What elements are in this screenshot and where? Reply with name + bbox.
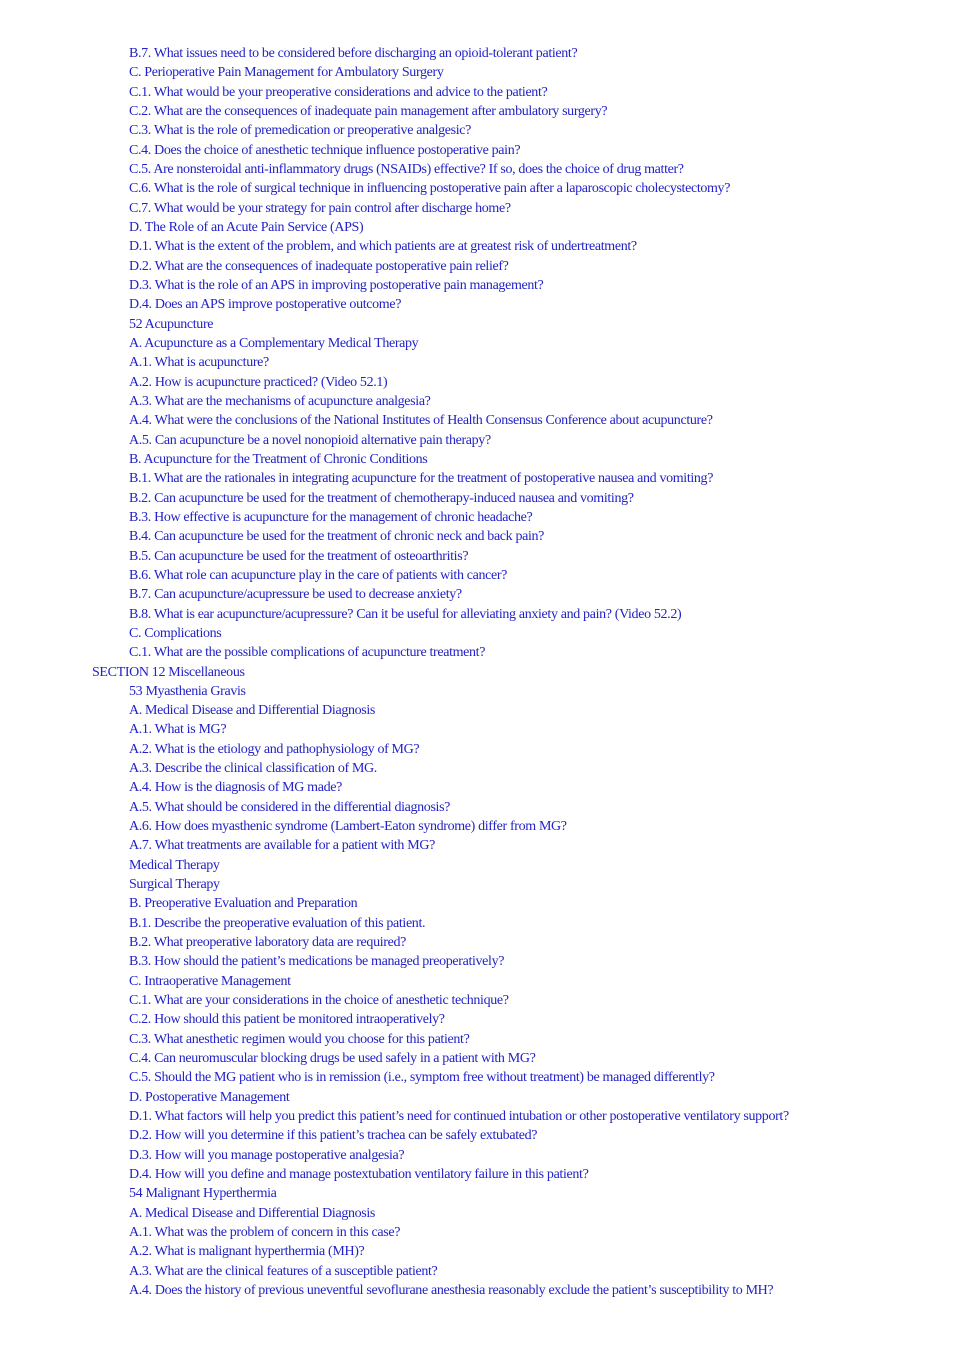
table-of-contents <box>0 44 953 1300</box>
toc-entry-link[interactable]: C.2. What are the consequences of inadequate pain management after ambulatory surgery? <box>129 103 608 119</box>
toc-entry-link[interactable]: D. Postoperative Management <box>129 1089 290 1105</box>
toc-entry-link[interactable]: C.5. Are nonsteroidal anti-inflammatory drugs (NSAIDs) effective? If so, does the choice of drug matter? <box>129 161 684 177</box>
toc-entry-link[interactable]: A. Acupuncture as a Complementary Medical Therapy <box>129 335 419 351</box>
toc-entry-link[interactable]: A. Medical Disease and Differential Diagnosis <box>129 1205 376 1221</box>
toc-entry-link[interactable]: A.1. What is acupuncture? <box>129 355 269 371</box>
toc-entry-link[interactable]: D.1. What factors will help you predict this patient’s need for continued intubation or other postoperative ventilatory support? <box>129 1109 789 1125</box>
toc-entry-link[interactable]: D.2. What are the consequences of inadequate postoperative pain relief? <box>129 258 509 274</box>
toc-entry-link[interactable]: A.2. What is malignant hyperthermia (MH)? <box>129 1244 365 1260</box>
toc-entry-link[interactable]: C. Complications <box>129 625 222 641</box>
toc-entry-link[interactable]: C.1. What would be your preoperative considerations and advice to the patient? <box>129 84 548 100</box>
toc-entry-link[interactable]: B.1. What are the rationales in integrating acupuncture for the treatment of postoperative nausea and vomiting? <box>129 471 714 487</box>
toc-entry-link[interactable]: A.6. How does myasthenic syndrome (Lambert-Eaton syndrome) differ from MG? <box>129 819 567 835</box>
toc-entry-link[interactable]: D.2. How will you determine if this patient’s trachea can be safely extubated? <box>129 1128 538 1144</box>
toc-entry-link[interactable]: B.7. Can acupuncture/acupressure be used to decrease anxiety? <box>129 587 462 603</box>
toc-entry-link[interactable]: B.3. How effective is acupuncture for the management of chronic headache? <box>129 509 533 525</box>
toc-entry-link[interactable]: C.7. What would be your strategy for pain control after discharge home? <box>129 200 511 216</box>
toc-entry-link[interactable]: B.2. What preoperative laboratory data are required? <box>129 935 406 951</box>
toc-entry-link[interactable]: A.4. Does the history of previous uneventful sevoflurane anesthesia reasonably exclude the patient’s susceptibility to MH? <box>129 1283 774 1298</box>
toc-entry-link[interactable]: A.1. What is MG? <box>129 722 227 738</box>
toc-entry-link[interactable]: D.4. How will you define and manage postextubation ventilatory failure in this patient? <box>129 1167 589 1183</box>
toc-entry-link[interactable]: C.3. What anesthetic regimen would you choose for this patient? <box>129 1031 470 1047</box>
toc-entry-link[interactable]: B.3. How should the patient’s medications be managed preoperatively? <box>129 954 505 970</box>
toc-entry-link[interactable]: A.1. What was the problem of concern in this case? <box>129 1225 401 1241</box>
toc-entry-link[interactable]: B.7. What issues need to be considered before discharging an opioid-tolerant patient? <box>129 46 578 61</box>
toc-entry-link[interactable]: C.1. What are your considerations in the choice of anesthetic technique? <box>129 993 509 1009</box>
toc-entry-link[interactable]: A.3. Describe the clinical classification of MG. <box>129 761 377 777</box>
toc-entry-link[interactable]: B. Preoperative Evaluation and Preparation <box>129 896 358 912</box>
toc-entry-link[interactable]: D.4. Does an APS improve postoperative outcome? <box>129 297 402 313</box>
toc-entry-link[interactable]: Medical Therapy <box>129 857 220 873</box>
toc-entry-link[interactable]: D.3. How will you manage postoperative analgesia? <box>129 1147 405 1163</box>
toc-entry-link[interactable]: Surgical Therapy <box>129 877 220 893</box>
toc-entry-link[interactable]: B.4. Can acupuncture be used for the treatment of chronic neck and back pain? <box>129 529 545 545</box>
toc-entry-link[interactable]: A.2. How is acupuncture practiced? (Video 52.1) <box>129 374 388 390</box>
toc-section-link[interactable]: SECTION 12 Miscellaneous <box>92 664 245 680</box>
toc-entry-link[interactable]: A.4. What were the conclusions of the National Institutes of Health Consensus Conference about acupuncture? <box>129 413 713 429</box>
toc-entry-link[interactable]: 54 Malignant Hyperthermia <box>129 1186 277 1202</box>
toc-entry-link[interactable]: B.2. Can acupuncture be used for the treatment of chemotherapy-induced nausea and vomiting? <box>129 490 634 506</box>
toc-entry-link[interactable]: B.6. What role can acupuncture play in the care of patients with cancer? <box>129 567 508 583</box>
toc-entry-link[interactable]: C.5. Should the MG patient who is in remission (i.e., symptom free without treatment) be managed differently? <box>129 1070 715 1086</box>
toc-entry-link[interactable]: 52 Acupuncture <box>129 316 214 332</box>
toc-entry-link[interactable]: D.1. What is the extent of the problem, and which patients are at greatest risk of undertreatment? <box>129 239 637 255</box>
toc-entry-link[interactable]: C.4. Can neuromuscular blocking drugs be used safely in a patient with MG? <box>129 1051 536 1067</box>
toc-entry-link[interactable]: A.2. What is the etiology and pathophysiology of MG? <box>129 741 420 757</box>
toc-entry-link[interactable]: C.4. Does the choice of anesthetic technique influence postoperative pain? <box>129 142 521 158</box>
toc-entry-link[interactable]: C.2. How should this patient be monitored intraoperatively? <box>129 1012 445 1028</box>
toc-entry-link[interactable]: D.3. What is the role of an APS in improving postoperative pain management? <box>129 277 544 293</box>
toc-entry-link[interactable]: C.1. What are the possible complications of acupuncture treatment? <box>129 645 486 661</box>
toc-entry-link[interactable]: A.3. What are the clinical features of a susceptible patient? <box>129 1263 438 1279</box>
toc-entry-link[interactable]: B.8. What is ear acupuncture/acupressure? Can it be useful for alleviating anxiety and pain? (Video 52.2) <box>129 606 682 622</box>
toc-entry-link[interactable]: B.1. Describe the preoperative evaluation of this patient. <box>129 915 426 931</box>
toc-entry-link[interactable]: A.4. How is the diagnosis of MG made? <box>129 780 342 796</box>
toc-entry-link[interactable]: C. Perioperative Pain Management for Ambulatory Surgery <box>129 65 444 81</box>
toc-entry-link[interactable]: C. Intraoperative Management <box>129 973 291 989</box>
toc-entry-link[interactable]: B. Acupuncture for the Treatment of Chronic Conditions <box>129 451 428 467</box>
toc-entry-link[interactable]: A. Medical Disease and Differential Diagnosis <box>129 703 376 719</box>
toc-entry-link[interactable]: 53 Myasthenia Gravis <box>129 683 246 699</box>
toc-entry-link[interactable]: A.3. What are the mechanisms of acupuncture analgesia? <box>129 393 431 409</box>
toc-entry-link[interactable]: C.6. What is the role of surgical technique in influencing postoperative pain after a laparoscopic cholecystectomy? <box>129 181 731 197</box>
toc-entry-link[interactable]: C.3. What is the role of premedication or preoperative analgesic? <box>129 123 472 139</box>
toc-entry-link[interactable]: D. The Role of an Acute Pain Service (APS) <box>129 219 364 235</box>
toc-entry-link[interactable]: B.5. Can acupuncture be used for the treatment of osteoarthritis? <box>129 548 469 564</box>
toc-entry-link[interactable]: A.5. What should be considered in the differential diagnosis? <box>129 799 451 815</box>
toc-entry-link[interactable]: A.5. Can acupuncture be a novel nonopioid alternative pain therapy? <box>129 432 491 448</box>
toc-entry-link[interactable]: A.7. What treatments are available for a patient with MG? <box>129 838 435 854</box>
